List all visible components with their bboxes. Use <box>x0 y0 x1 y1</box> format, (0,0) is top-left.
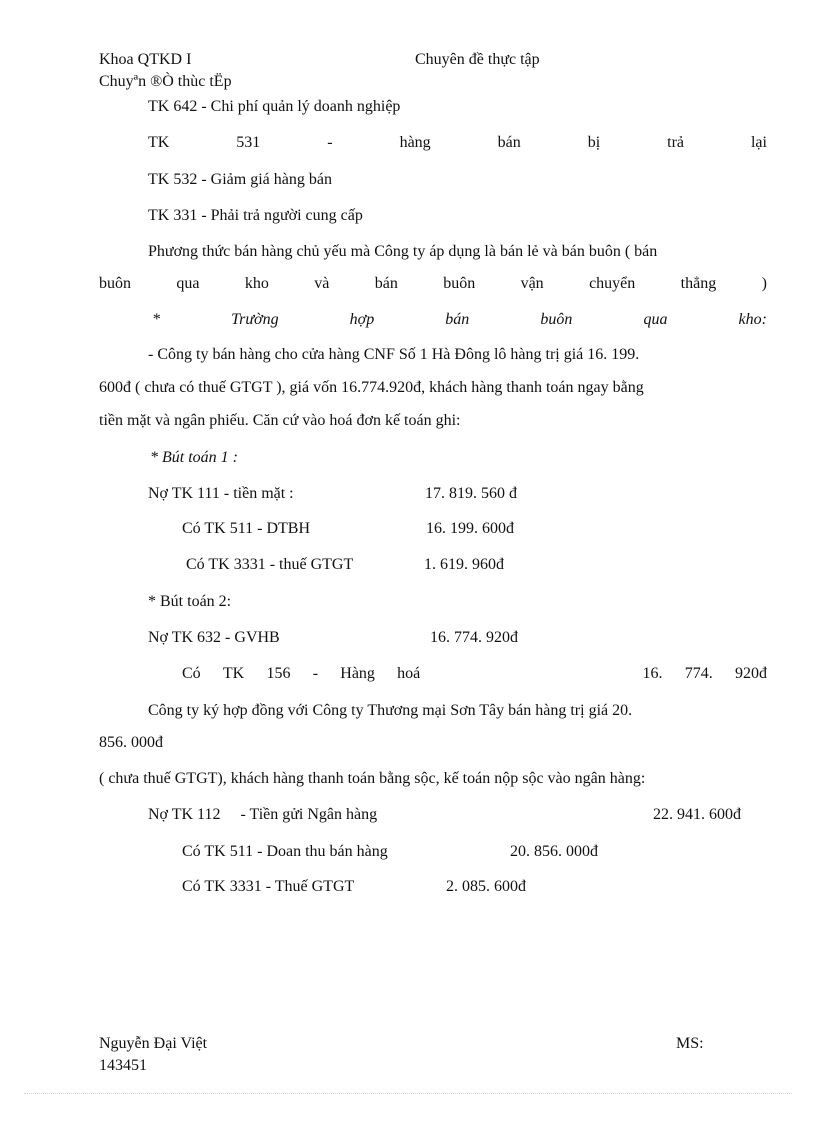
entry-3-credit-2-label: Có TK 3331 - Thuế GTGT <box>182 878 355 895</box>
word: * <box>152 311 160 328</box>
footer-ms-value: 143451 <box>99 1057 147 1074</box>
header-garbled: Chuyªn ®Ò thùc tËp <box>99 73 232 90</box>
paragraph-2-line-3: tiền mặt và ngân phiếu. Căn cứ vào hoá đơn kế toán ghi: <box>99 412 461 429</box>
word: bán <box>445 311 470 328</box>
word: Trường <box>231 311 279 328</box>
word: - <box>312 665 319 682</box>
entry-1-debit-label: Nợ TK 111 - tiền mặt : <box>148 485 294 502</box>
tk532-line: TK 532 - Giảm giá hàng bán <box>148 171 332 188</box>
word: ) <box>761 275 767 292</box>
entry-3-debit-label: Nợ TK 112 - Tiền gửi Ngân hàng <box>148 806 378 823</box>
word: TK <box>222 665 245 682</box>
page-bottom-divider <box>24 1093 792 1094</box>
paragraph-1-line-2 <box>99 274 767 294</box>
entry-1-credit-2-label: Có TK 3331 - thuế GTGT <box>186 556 354 573</box>
word: - <box>327 134 333 151</box>
footer-ms-label: MS: <box>676 1035 704 1052</box>
entry-3-credit-2-amount: 2. 085. 600đ <box>446 878 526 895</box>
entry-2-debit-amount: 16. 774. 920đ <box>430 629 518 646</box>
paragraph-2-line-1: - Công ty bán hàng cho cửa hàng CNF Số 1 Hà Đông lô hàng trị giá 16. 199. <box>148 346 640 363</box>
paragraph-3-line-1: Công ty ký hợp đồng với Công ty Thương mại Sơn Tây bán hàng trị giá 20. <box>148 702 633 719</box>
word: 16. <box>642 665 663 682</box>
word: 920đ <box>734 665 767 682</box>
paragraph-3-line-3: ( chưa thuế GTGT), khách hàng thanh toán bằng sộc, kế toán nộp sộc vào ngân hàng: <box>99 770 646 787</box>
tk331-line: TK 331 - Phải trả người cung cấp <box>148 207 363 224</box>
word: TK <box>148 134 170 151</box>
word: hoá <box>397 665 421 682</box>
entry-1-credit-1-amount: 16. 199. 600đ <box>426 520 514 537</box>
entry-1-debit-amount: 17. 819. 560 đ <box>425 485 517 502</box>
paragraph-3-line-2: 856. 000đ <box>99 734 163 751</box>
word: bị <box>587 134 601 151</box>
entry-1-credit-2-amount: 1. 619. 960đ <box>424 556 504 573</box>
word: buôn <box>99 275 131 292</box>
word: lại <box>750 134 767 151</box>
entry-2-debit-label: Nợ TK 632 - GVHB <box>148 629 280 646</box>
word: Hàng <box>340 665 375 682</box>
word: 531 <box>236 134 261 151</box>
entry-1-title: * Bút toán 1 : <box>150 449 238 466</box>
header-center: Chuyên đề thực tập <box>415 51 540 68</box>
word: chuyển <box>589 275 636 292</box>
word: hợp <box>349 311 375 328</box>
case-heading <box>152 310 767 330</box>
word: buôn <box>540 311 573 328</box>
paragraph-1-line-1: Phương thức bán hàng chủ yếu mà Công ty áp dụng là bán lẻ và bán buôn ( bán <box>148 243 658 260</box>
entry-1-credit-1-label: Có TK 511 - DTBH <box>182 520 310 537</box>
word: hàng <box>399 134 431 151</box>
footer-author: Nguyễn Đại Việt <box>99 1035 208 1052</box>
entry-2-credit-line <box>182 664 767 684</box>
tk642-line: TK 642 - Chi phí quản lý doanh nghiệp <box>148 98 401 115</box>
word: vận <box>520 275 544 292</box>
word: kho: <box>738 311 767 328</box>
word: bán <box>497 134 521 151</box>
word: bán <box>374 275 398 292</box>
word: 774. <box>684 665 713 682</box>
word: trả <box>667 134 685 151</box>
entry-3-debit-amount: 22. 941. 600đ <box>653 806 741 823</box>
entry-3-credit-1-label: Có TK 511 - Doan thu bán hàng <box>182 843 388 860</box>
word: Có <box>182 665 201 682</box>
entry-3-credit-1-amount: 20. 856. 000đ <box>510 843 598 860</box>
word: buôn <box>443 275 476 292</box>
tk531-line <box>148 133 767 153</box>
word: qua <box>176 275 200 292</box>
word: kho <box>244 275 269 292</box>
word: và <box>314 275 330 292</box>
entry-2-title: * Bút toán 2: <box>148 593 232 610</box>
word: qua <box>643 311 668 328</box>
word: 156 <box>266 665 291 682</box>
header-left: Khoa QTKD I <box>99 51 192 68</box>
paragraph-2-line-2: 600đ ( chưa có thuế GTGT ), giá vốn 16.774.920đ, khách hàng thanh toán ngay bằng <box>99 379 644 396</box>
word: thẳng <box>680 275 717 292</box>
